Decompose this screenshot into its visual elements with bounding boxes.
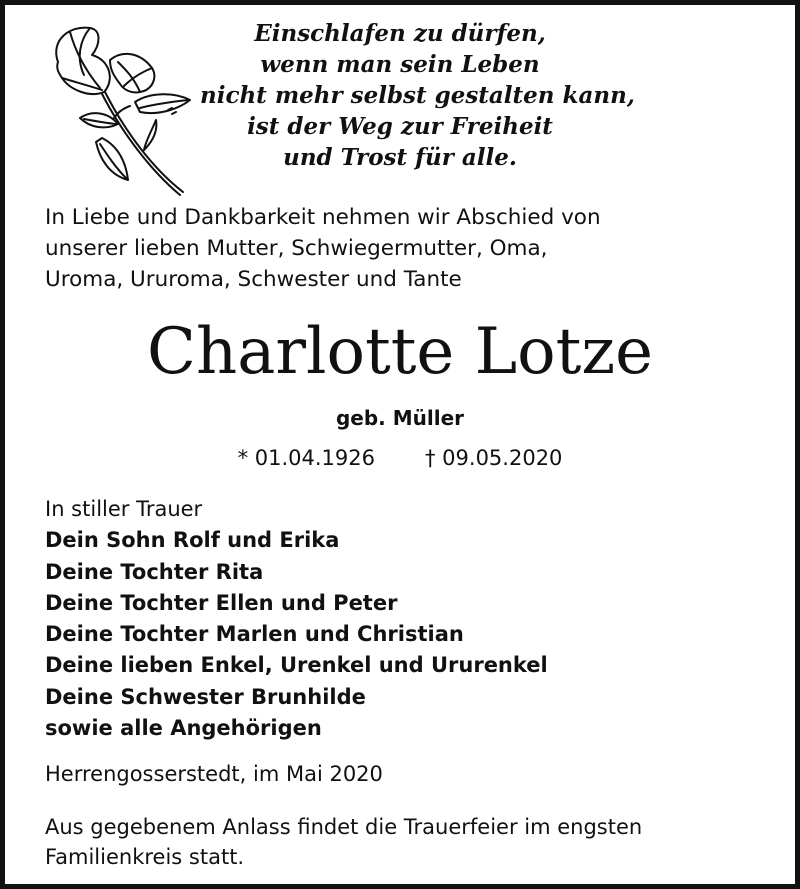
intro-text: [45, 202, 765, 295]
poem-line: Einschlafen zu dürfen,: [254, 20, 546, 47]
notice-line: Familienkreis statt.: [45, 845, 245, 869]
mourners-list: [45, 494, 765, 744]
poem-line: wenn man sein Leben: [260, 51, 540, 78]
life-dates: [0, 446, 800, 470]
place-and-date: Herrengosserstedt, im Mai 2020: [45, 762, 383, 786]
poem-line: nicht mehr selbst gestalten kann,: [200, 82, 635, 109]
maiden-name: geb. Müller: [335, 406, 465, 430]
mourner-line: Deine Tochter Marlen und Christian: [45, 622, 464, 647]
mourner-line: Deine Tochter Ellen und Peter: [45, 590, 398, 615]
intro-line: Uroma, Ururoma, Schwester und Tante: [45, 267, 462, 292]
birth-date: * 01.04.1926: [237, 446, 375, 470]
poem-line: und Trost für alle.: [283, 144, 517, 171]
mourners-intro: In stiller Trauer: [45, 497, 203, 521]
death-date: † 09.05.2020: [425, 446, 563, 470]
poem-line: ist der Weg zur Freiheit: [247, 113, 553, 140]
deceased-name: Charlotte Lotze: [147, 315, 653, 389]
mourner-line: sowie alle Angehörigen: [45, 716, 322, 741]
mourner-line: Deine Schwester Brunhilde: [45, 684, 366, 709]
calla-lily-icon: [40, 20, 200, 200]
mourner-line: Deine Tochter Rita: [45, 559, 264, 584]
intro-line: In Liebe und Dankbarkeit nehmen wir Abschied von: [45, 205, 601, 230]
mourner-line: Deine lieben Enkel, Urenkel und Ururenkel: [45, 653, 548, 678]
poem: [200, 18, 635, 173]
funeral-notice: [45, 812, 775, 872]
notice-line: Aus gegebenem Anlass findet die Trauerfeier im engsten: [45, 815, 643, 839]
intro-line: unserer lieben Mutter, Schwiegermutter, Oma,: [45, 236, 548, 261]
mourner-line: Dein Sohn Rolf und Erika: [45, 528, 340, 553]
